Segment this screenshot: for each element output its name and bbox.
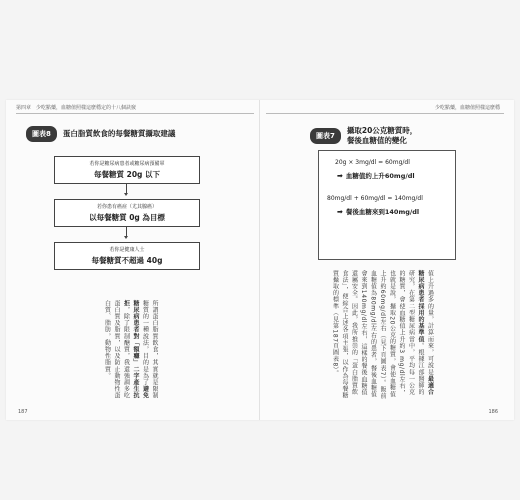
right-body-text <box>330 270 435 400</box>
left-running-head: 第四章 少吃點藥，血糖值照樣這麼穩定的十八個訣竅 <box>16 105 137 111</box>
right-header-rule <box>266 113 504 114</box>
chart8-title-text: 蛋白脂質飲食的每餐糖質攝取建議 <box>62 129 176 138</box>
flow-box-condition: 若你是健康人士 <box>109 247 145 253</box>
right-body-intro: 值上升過多的量，計算而來，可說是 <box>426 270 434 376</box>
left-page-number: 187 <box>18 409 28 415</box>
chart7-title <box>310 126 417 146</box>
flow-box-recommendation: 每餐糖質不超過 40g <box>91 256 163 265</box>
chart7-title-line1: 攝取20公克糖質時， <box>346 126 418 135</box>
chart7-title-line2: 餐後血糖值的變化 <box>346 136 407 145</box>
chart7-title-text <box>347 126 417 146</box>
right-arrow-icon: ➡ <box>337 208 343 216</box>
left-body-rest: ，除了限制醣質，我還強調多吃蛋白質及脂質，以及防止動物性蛋白質、脂肪，動物性脂質。 <box>103 300 130 400</box>
calc-line-2: 80mg/dl + 60mg/dl = 140mg/dl <box>327 195 423 202</box>
right-body-rest: 。根據江部醫師的研究，在第二型糖尿病當中，平均每一公克的糖質，會使血糖值上升約3 mg/dl左右，也就是說，攝取20公克的糖質，會使血糖值上升約60mg/dl左右（見下頁圖表7）。飯前血糖值為80mg/dl左右的患者，餐後血糖值會來到140mg/dl左右，這樣的餐後血糖值還屬安全。因此，我所推崇的「蛋白脂質飲食法」，便綜合上述各項主張，以作為每餐糖質攝取的標準（見第187頁圖表8）。 <box>331 270 424 400</box>
down-arrow-icon <box>124 226 128 239</box>
left-body-text <box>102 300 159 400</box>
left-page <box>6 100 260 420</box>
flow-box-diabetic <box>54 156 200 184</box>
calc-line-1: 20g × 3mg/dl = 60mg/dl <box>335 159 410 166</box>
right-arrow-icon: ➡ <box>337 172 343 180</box>
flow-box-cancer <box>54 199 200 227</box>
right-page-number: 186 <box>488 409 498 415</box>
right-running-head: 少吃點藥，血糖值照樣這麼穩 <box>434 105 500 111</box>
flow-box-recommendation: 每餐糖質 20g 以下 <box>93 170 161 179</box>
flow-box-recommendation: 以每餐糖質 0g 為目標 <box>89 213 165 222</box>
chart8-badge: 圖表8 <box>26 126 57 142</box>
chart8-title <box>26 126 175 142</box>
book-spread <box>6 100 514 420</box>
left-body-intro: 所謂蛋白脂質飲食，其實就是限制糖質的一種說法，目的是為了 <box>141 300 158 399</box>
right-body-emphasis: 最適合糖尿病患者採用的基準值 <box>417 270 434 396</box>
calc-result-1-text: 血糖值約上升60mg/dl <box>345 172 415 180</box>
flow-box-condition: 若你是糖尿病患者或糖尿病預備軍 <box>89 161 165 167</box>
right-page <box>260 100 514 420</box>
chart7-badge: 圖表7 <box>310 128 341 144</box>
flow-box-condition: 若你患有癌症（尤其腺癌） <box>96 204 157 210</box>
left-body-emphasis: 避免糖尿病患者對「額癮」二字產生抗拒 <box>122 300 149 400</box>
calc-box <box>318 150 456 260</box>
down-arrow-icon <box>124 183 128 196</box>
calc-result-1 <box>337 171 415 180</box>
calc-result-2-text: 餐後血糖來到140mg/dl <box>345 208 420 216</box>
left-header-rule <box>16 113 254 114</box>
flow-box-healthy <box>54 242 200 270</box>
calc-result-2 <box>337 207 419 216</box>
